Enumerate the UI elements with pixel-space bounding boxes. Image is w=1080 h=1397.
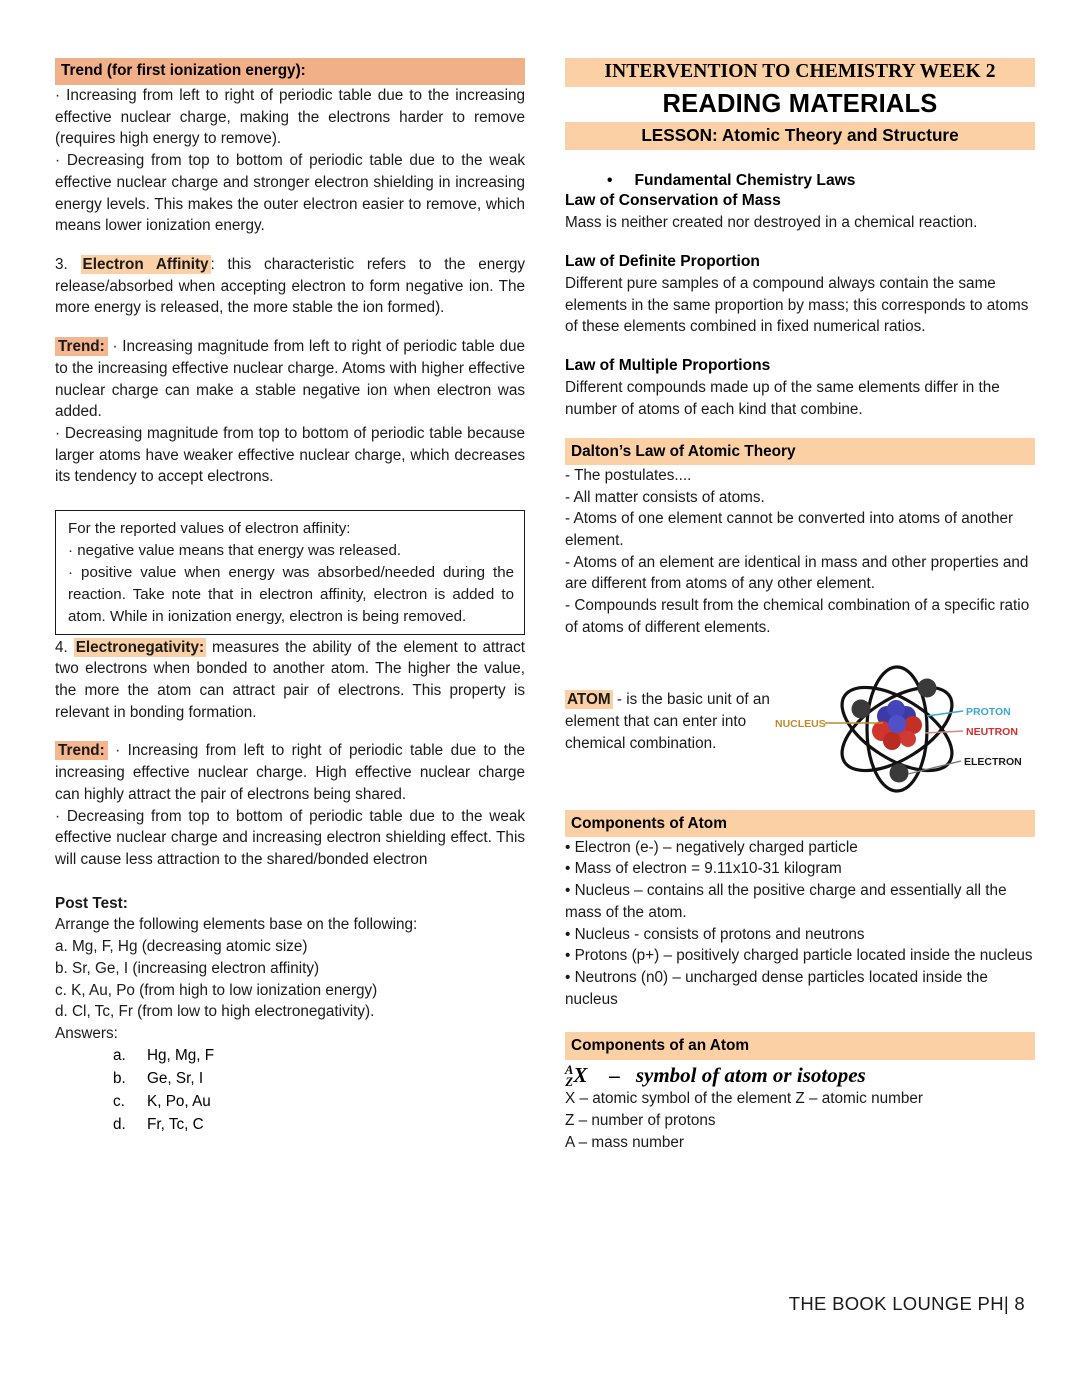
answer-label-b: b. [113,1069,126,1087]
post-test-question-c: c. K, Au, Po (from high to low ionization energy) [55,981,378,999]
proton-label: PROTON [966,705,1011,718]
spacer [565,421,1035,438]
spacer [565,639,1035,661]
electronegativity-trend [55,740,525,805]
electronegativity-number: 4. [55,638,74,656]
proton-ball [888,715,906,733]
electron-label: ELECTRON [964,755,1022,768]
electron-affinity-number: 3. [55,255,81,273]
electron-affinity-definition: : this characteristic refers to the energy release/absorbed when accepting electron to form negative ion. The more energy is released, the more stable the ion formed). [55,255,525,317]
isotope-dash: – [609,1062,620,1087]
isotope-indices [565,1064,573,1090]
dalton-postulate-3: - Atoms of one element cannot be converted into atoms of another element. [565,510,1014,549]
list-item [113,1045,525,1068]
note-box-intro: For the reported values of electron affinity: [68,520,351,538]
law-body-conservation: Mass is neither created nor destroyed in a chemical reaction. [565,214,978,232]
spacer [55,723,525,740]
neutron-ball [900,731,916,747]
left-column [55,58,525,1137]
component-item-neutrons: • Neutrons (n0) – uncharged dense particles located inside the nucleus [565,969,988,1008]
right-column [565,58,1035,1153]
post-test-question-b: b. Sr, Ge, I (increasing electron affinity) [55,959,320,977]
post-test-instruction: Arrange the following elements base on the following: [55,916,418,934]
post-test-question-a: a. Mg, F, Hg (decreasing atomic size) [55,938,308,956]
neutron-label: NEUTRON [966,725,1018,738]
post-test-answers-label: Answers: [55,1025,118,1043]
atom-definition-body: - is the basic unit of an element that can enter into chemical combination. [565,690,770,752]
week-title-band: INTERVENTION TO CHEMISTRY WEEK 2 [565,58,1035,87]
spacer [565,1010,1035,1032]
dalton-law-heading: Dalton’s Law of Atomic Theory [565,438,1035,465]
answer-value-d: Fr, Tc, C [147,1115,204,1133]
trend-label-electronegativity: Trend: [55,741,108,760]
answer-value-c: K, Po, Au [147,1092,211,1110]
trend-ionization-para-1: · Increasing from left to right of periodic table due to the increasing effective nuclear charge, making the electrons harder to remove (requires high energy to remove). [55,86,525,148]
atom-definition-text [565,661,775,756]
dalton-postulate-5: - Compounds result from the chemical combination of a specific ratio of atoms of different elements. [565,597,1030,636]
nucleus-label: NUCLEUS [775,717,826,730]
note-box-line-2: · positive value when energy was absorbed/needed during the reaction. Take note that in electron affinity, electron is added to atom. While in ionization energy, electron is being removed. [68,563,514,625]
electronegativity-paragraph [55,637,525,724]
dalton-postulate-4: - Atoms of an element are identical in mass and other properties and are different from atoms of any other element. [565,553,1029,593]
atom-term: ATOM [567,690,611,708]
list-item [113,1114,525,1137]
electronegativity-term: Electronegativity: [75,638,205,656]
spacer [55,319,525,336]
spacer [565,801,1035,810]
list-item [113,1091,525,1114]
two-column-layout [55,58,1033,1153]
spacer [565,234,1035,251]
law-body-definite-proportion: Different pure samples of a compound always contain the same elements in the same proportion by mass; this corresponds to atoms of these elements combined in fixed numerical ratios. [565,275,1029,336]
isotope-caption: symbol of atom or isotopes [635,1062,866,1087]
nucleus-cluster [872,700,922,750]
isotope-definition-z: Z – number of protons [565,1111,716,1129]
law-title-conservation: Law of Conservation of Mass [565,192,781,209]
dalton-postulate-2: - All matter consists of atoms. [565,488,765,506]
post-test-heading: Post Test: [55,894,128,912]
isotope-notation [565,1060,1035,1089]
component-item-electron: • Electron (e-) – negatively charged particle [565,838,858,856]
component-item-mass-electron: • Mass of electron = 9.11x10-31 kilogram [565,860,842,878]
isotope-subscript: Z [565,1075,573,1090]
electron-ball [852,699,871,718]
components-of-an-atom-heading: Components of an Atom [565,1032,1035,1059]
electron-ball [918,678,937,697]
post-test-question-d: d. Cl, Tc, Fr (from low to high electronegativity). [55,1003,375,1021]
page-footer: THE BOOK LOUNGE PH| 8 [788,1293,1025,1314]
answer-label-d: d. [113,1115,126,1133]
trend-ionization-para-2: · Decreasing from top to bottom of periodic table due to the weak effective nuclear charge and stronger electron shielding in increasing energy levels. This makes the outer electron easier to remove, which means lower ionization energy. [55,152,525,235]
electron-affinity-term: Electron Affinity [82,255,209,273]
answer-value-b: Ge, Sr, I [147,1069,204,1087]
electronegativity-trend-para-1: · Increasing from left to right of periodic table due to the increasing effective nuclear charge. High effective nuclear charge can highly attract the pair of electrons being shared. [55,742,525,803]
spacer [55,488,525,510]
spacer [55,871,525,893]
answer-value-a: Hg, Mg, F [147,1046,215,1064]
electron-affinity-paragraph [55,254,525,319]
electron-affinity-trend-para-1: · Increasing magnitude from left to right of periodic table due to the increasing effective nuclear charge. Atoms with higher effective nuclear charge can make a stable negative ion when electron was added. [55,338,525,421]
trend-label-affinity: Trend: [55,337,108,356]
isotope-symbol: X [573,1062,588,1087]
atom-structure-diagram [775,661,1035,801]
spacer [565,150,1035,172]
trend-ionization-heading: Trend (for first ionization energy): [55,58,525,85]
page-title: READING MATERIALS [662,90,938,118]
atom-definition-row [565,661,1035,801]
atom-diagram-svg [775,661,1025,801]
neutron-leader-line [925,731,963,733]
electronegativity-trend-para-2: · Decreasing from top to bottom of periodic table due to the weak effective nuclear charge and increasing electron shielding effect. This will cause less attraction to the shared/bonded electron [55,807,525,868]
electron-affinity-trend-para-2: · Decreasing magnitude from top to bottom of periodic table because larger atoms have weaker effective nuclear charge, which decreases its tendency to accept electrons. [55,425,525,486]
law-body-multiple-proportions: Different compounds made up of the same elements differ in the number of atoms of each kind that combine. [565,379,1000,419]
isotope-definition-x: X – atomic symbol of the element Z – atomic number [565,1090,923,1108]
law-title-definite-proportion: Law of Definite Proportion [565,252,760,270]
component-item-nucleus-charge: • Nucleus – contains all the positive charge and essentially all the mass of the atom. [565,882,1007,921]
answer-label-c: c. [113,1092,125,1110]
proton-leader-line [927,711,963,716]
answer-label-a: a. [113,1046,126,1064]
spacer [55,237,525,254]
dalton-postulate-1: - The postulates.... [565,466,692,484]
law-title-multiple-proportions: Law of Multiple Proportions [565,357,771,375]
fundamental-laws-label: Fundamental Chemistry Laws [634,172,856,189]
fundamental-laws-heading [565,172,1035,190]
component-item-nucleus-consists: • Nucleus - consists of protons and neutrons [565,925,865,943]
bullet-icon: • [607,172,613,189]
electron-affinity-note-box [55,510,525,634]
lesson-title-band: LESSON: Atomic Theory and Structure [565,122,1035,150]
note-box-line-1: · negative value means that energy was released. [68,542,402,560]
list-item [113,1068,525,1091]
isotope-definition-a: A – mass number [565,1133,685,1151]
neutron-ball [883,732,901,750]
atom-definition-paragraph [565,689,775,756]
component-item-protons: • Protons (p+) – positively charged particle located inside the nucleus [565,947,1033,965]
electron-affinity-trend [55,336,525,423]
isotope-superscript: A [565,1062,574,1077]
electron-ball [890,763,909,782]
spacer [565,338,1035,355]
post-test-answer-list [55,1045,525,1137]
components-of-atom-heading: Components of Atom [565,810,1035,837]
electronegativity-definition: measures the ability of the element to attract two electrons when bonded to another atom. The higher the value, the more the atom can attract pair of electrons. This property is relevant in bonding formation. [55,638,525,721]
